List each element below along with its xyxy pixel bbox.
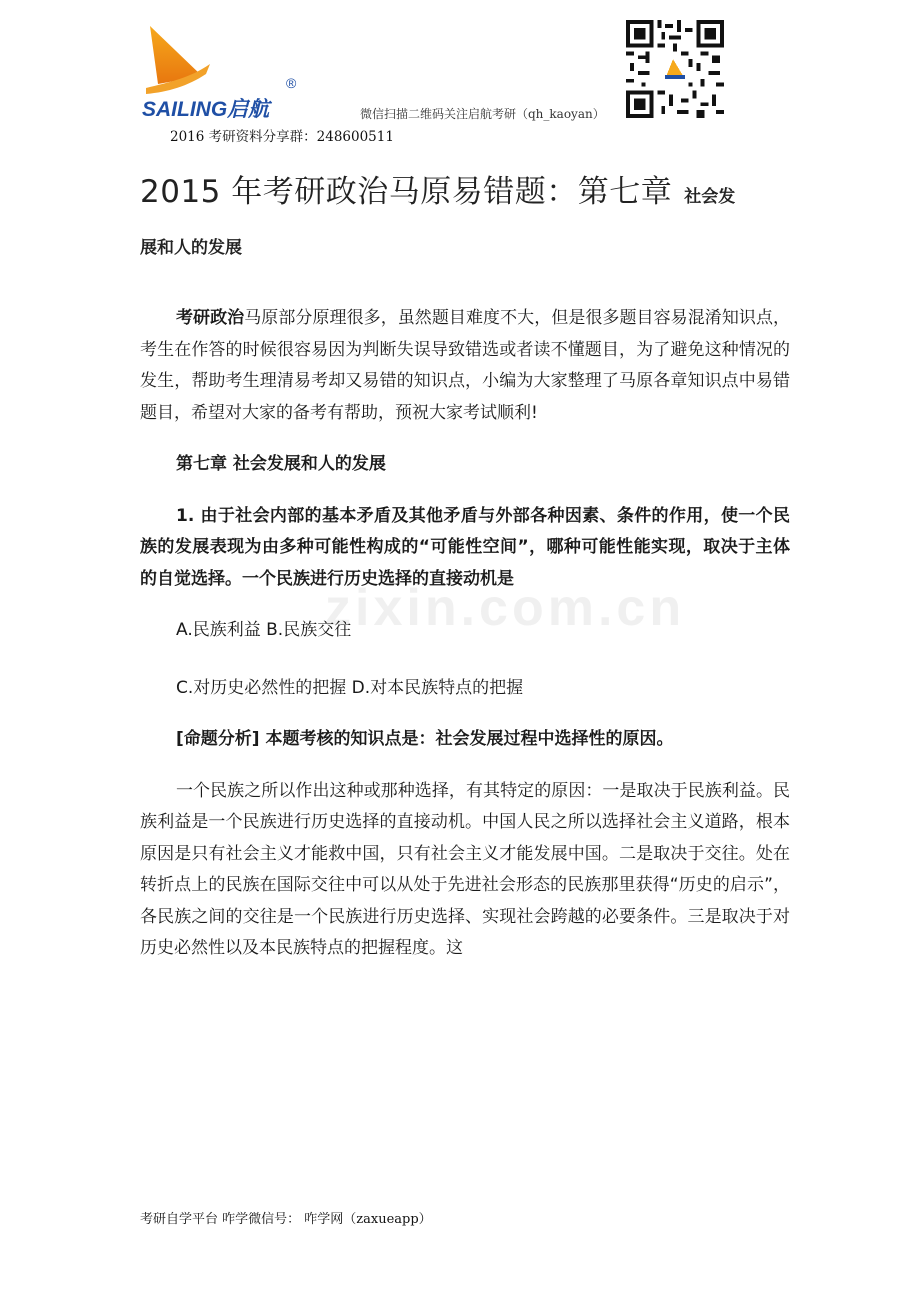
chapter-heading: 第七章 社会发展和人的发展 [176,454,386,474]
options-line-2: C.对历史必然性的把握 D.对本民族特点的把握 [176,677,524,698]
analysis-heading: [命题分析] 本题考核的知识点是：社会发展过程中选择性的原因。 [176,729,674,749]
title-main: 2015 年考研政治马原易错题：第七章 [140,174,673,210]
svg-text:SAILING启航: SAILING启航 [142,98,270,121]
title-tail: 社会发 [684,187,736,207]
title-continuation: 展和人的发展 [140,238,242,258]
wechat-note: 微信扫描二维码关注启航考研（qh_kaoyan） [360,107,605,121]
intro-paragraph [140,303,790,429]
document-body [140,303,790,985]
options-line-1: A.民族利益 B.民族交往 [176,620,352,640]
analysis-paragraph: 一个民族之所以作出这种或那种选择，有其特定的原因：一是取决于民族利益。民族利益是一个民族进行历史选择的直接动机。中国人民之所以选择社会主义道路，根本原因是只有社会主义才能救中国，只有社会主义才能发展中国。二是取决于交往。处在转折点上的民族在国际交往中可以从处于先进社会形态的民族那里获得“历史的启示”，各民族之间的交往是一个民族进行历史选择、实现社会跨越的必要条件。三是取决于对历史必然性以及本民族特点的把握程度。这 [140,780,790,958]
sailing-logo [140,24,310,124]
qr-code[interactable] [626,20,724,118]
page-footer: 考研自学平台 咋学微信号： 咋学网（zaxueapp） [140,1212,432,1227]
intro-lead-link[interactable]: 考研政治 [176,308,245,328]
question-text: 1. 由于社会内部的基本矛盾及其他矛盾与外部各种因素、条件的作用，使一个民族的发展表现为由多种可能性构成的“可能性空间”，哪种可能性能实现，取决于主体的自觉选择。一个民族进行历史选择的直接动机是 [140,505,790,589]
registered-mark: ® [286,75,297,91]
watermark: zixin.com.cn [325,579,686,637]
group-note: 2016 考研资料分享群：248600511 [170,129,394,145]
intro-text: 马原部分原理很多，虽然题目难度不大，但是很多题目容易混淆知识点，考生在作答的时候很容易因为判断失误导致错选或者读不懂题目，为了避免这种情况的发生，帮助考生理清易考却又易错的知识点，小编为大家整理了马原各章知识点中易错题目，希望对大家的备考有帮助，预祝大家考试顺利! [140,308,791,423]
document-title [140,166,735,211]
